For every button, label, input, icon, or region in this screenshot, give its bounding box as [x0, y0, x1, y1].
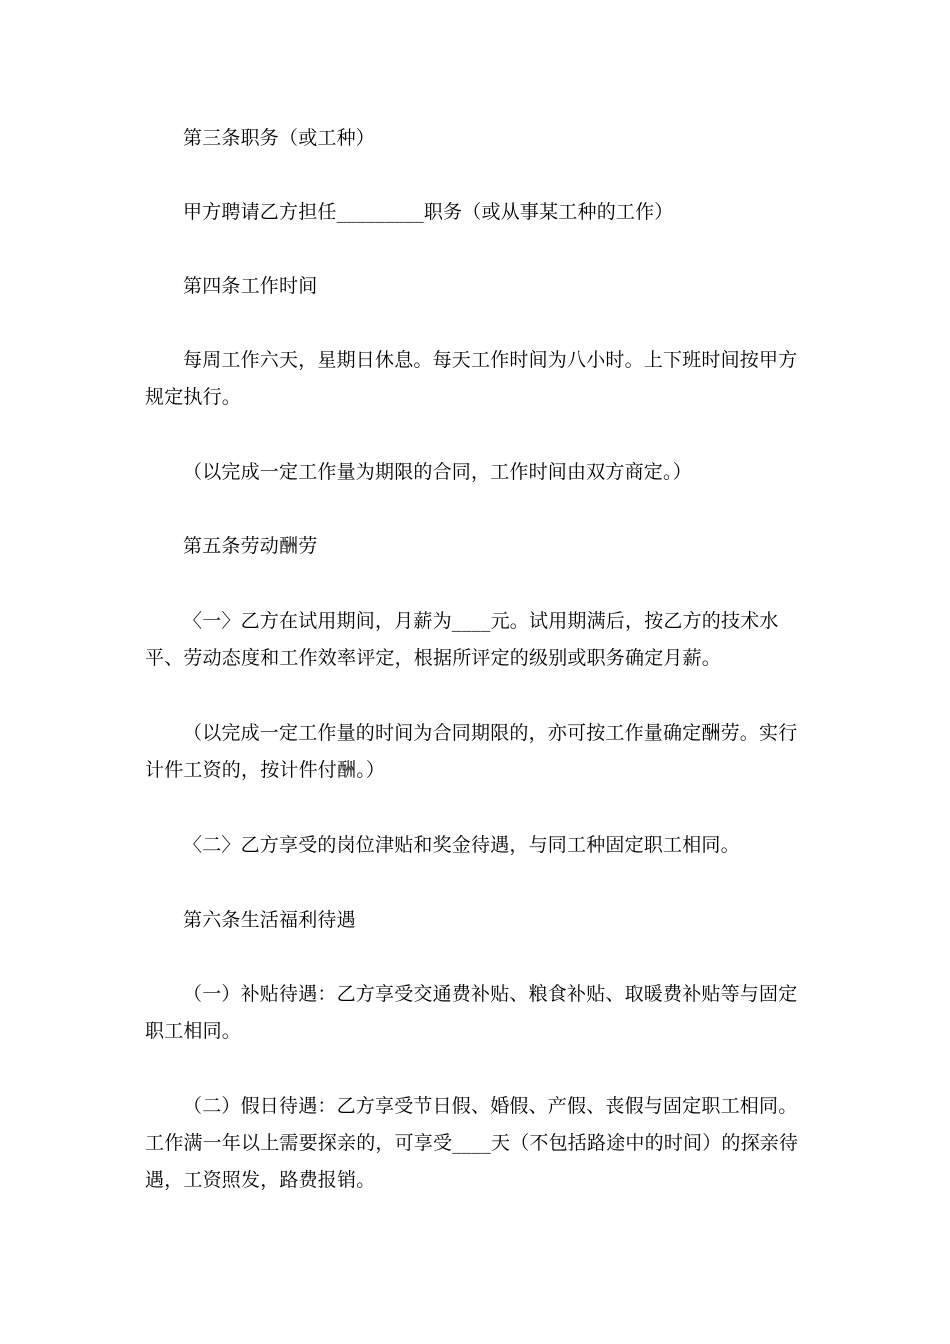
article-6-heading: 第六条生活福利待遇	[183, 909, 356, 931]
article-3-heading: 第三条职务（或工种）	[183, 127, 376, 149]
article-6-item-2: （二）假日待遇：乙方享受节日假、婚假、产假、丧假与固定职工相同。工作满一年以上需要探亲的，可享受____天（不包括路途中的时间）的探亲待遇，工资照发，路费报销。	[145, 1095, 799, 1191]
article-5-note: （以完成一定工作量的时间为合同期限的，亦可按工作量确定酬劳。实行计件工资的，按计件付酬。）	[145, 722, 798, 781]
article-4-body: 每周工作六天，星期日休息。每天工作时间为八小时。上下班时间按甲方规定执行。	[145, 349, 798, 408]
article-6-item-1: （一）补贴待遇：乙方享受交通费补贴、粮食补贴、取暖费补贴等与固定职工相同。	[145, 983, 798, 1042]
article-3-body: 甲方聘请乙方担任_________职务（或从事某工种的工作）	[183, 201, 674, 223]
article-5-item-1: 〈一〉乙方在试用期间，月薪为____元。试用期满后，按乙方的技术水平、劳动态度和工作效率评定，根据所评定的级别或职务确定月薪。	[145, 610, 779, 669]
article-5-heading: 第五条劳动酬劳	[183, 535, 318, 557]
article-4-note: （以完成一定工作量为期限的合同，工作时间由双方商定。）	[183, 461, 692, 483]
article-4-heading: 第四条工作时间	[183, 275, 318, 297]
article-5-item-2: 〈二〉乙方享受的岗位津贴和奖金待遇，与同工种固定职工相同。	[183, 834, 740, 856]
